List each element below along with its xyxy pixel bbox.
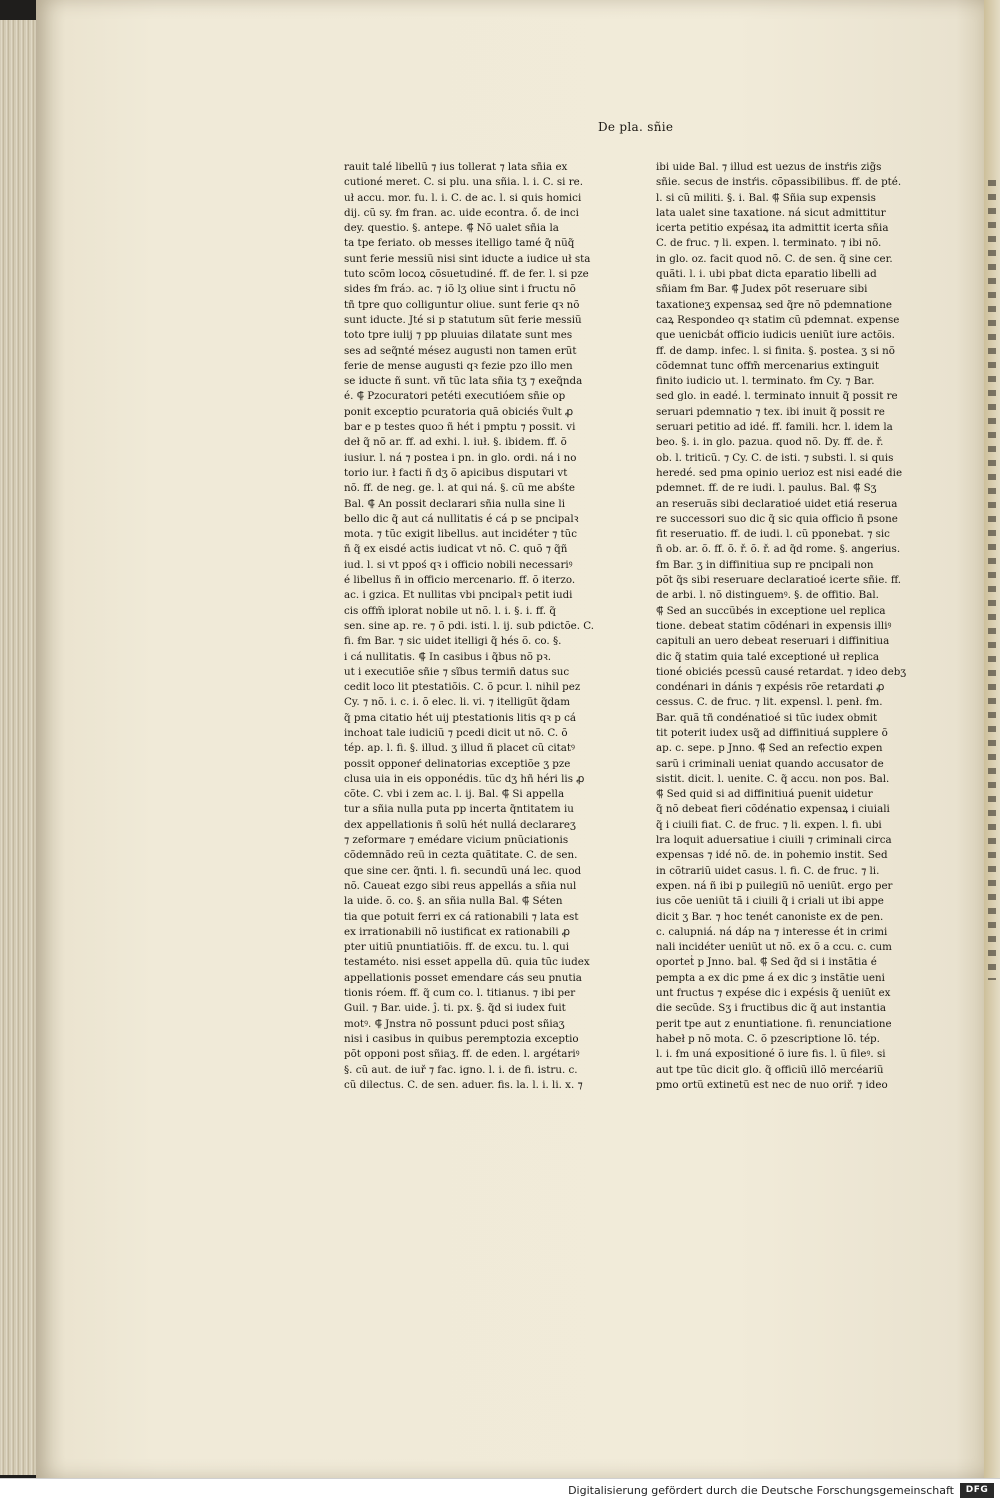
text-line: unt fructus ⁊ expése dic i expésis q̃ ueniũt ex xyxy=(656,987,891,1000)
text-line: ñ ob. ar. õ. ff. õ. ř. õ. ř. ad q̃d rome. §. angerius. xyxy=(656,543,901,556)
text-line: tép. ap. l. fi. §. illud. ʒ illud ñ placet cũ citatꝰ xyxy=(344,742,575,755)
text-line: expen. ná ñ ibi p puilegiũ nõ ueniũt. ergo per xyxy=(656,879,893,892)
text-line: Guil. ⁊ Bar. uide. ĵ. ti. px. §. q̃d si iudex fuit xyxy=(344,1002,566,1015)
text-line: de arbi. l. nõ distinguemꝰ. §. de offitio. Bal. xyxy=(656,589,879,602)
text-line: lra loquit aduersatiue i ciuili ⁊ criminali circa xyxy=(656,834,892,847)
text-line: ac. i gzica. Et nullitas vbi pncipalꝛ petit iudi xyxy=(344,589,573,602)
text-line: sñiam ẜm Bar. ⸿ Judex põt reseruare sibi xyxy=(656,283,868,296)
text-line: tit poterit iudex usq̃ ad diffinitiuá supplere õ xyxy=(656,726,888,739)
text-line: oporteṫ p Jnno. bal. ⸿ Sed q̃d si i instãtia é xyxy=(656,956,877,969)
text-line: tia que potuit ferri ex cá rationabili ⁊ lata est xyxy=(344,910,579,923)
text-line: l. i. ẜm uná expositioné õ iure fis. l. ũ fileꝰ. si xyxy=(656,1048,886,1061)
text-line: aut tpe tũc dicit glo. q̃ officiũ illõ mercéariũ xyxy=(656,1063,884,1076)
text-line: nõ. Caueat ezgo sibi reus appellás a sñia nul xyxy=(344,879,577,892)
text-line: toto tpre iulij ⁊ pp pluuias dilatate sunt mes xyxy=(344,329,573,342)
text-line: ponit exceptio pcuratoria quã obiciés ṽult ꝓ xyxy=(344,405,573,418)
facing-page-edge xyxy=(984,0,1000,1478)
text-line: nisi i casibus in quibus peremptozia exceptio xyxy=(344,1032,579,1045)
text-line: dey. questio. §. antepe. ⸿ Nõ ualet sñia la xyxy=(344,222,559,235)
text-line: ob. l. triticũ. ⁊ Cy. C. de isti. ⁊ substi. l. si quis xyxy=(656,451,894,464)
text-line: ut i executiõe sñie ⁊ sĩbus termin̄ datus suc xyxy=(344,665,570,678)
dfg-logo: DFG xyxy=(960,1483,994,1498)
text-line: re successori suo dic q̃ sic quia officio ñ psone xyxy=(656,512,898,525)
text-line: sñie. secus de instŕis. cõpassibilibus. ff. de pté. xyxy=(656,176,902,189)
funding-credit: Digitalisierung gefördert durch die Deutsche Forschungsgemeinschaft xyxy=(568,1484,954,1497)
text-line: expensas ⁊ idé nõ. de. in pohemio instit. Sed xyxy=(656,849,888,862)
text-line: in glo. oz. facit quod nõ. C. de sen. q̃ sine cer. xyxy=(656,252,893,265)
text-line: taxationeʒ expensaꝝ sed q̃re nõ pdemnatione xyxy=(656,298,892,311)
text-line: ñ q̃ ex eisdé actis iudicat vt nõ. C. quõ ⁊ q̃ñ xyxy=(344,543,568,556)
text-line: tioné obiciés pcessũ causé retardat. ⁊ ideo debʒ xyxy=(656,665,907,678)
text-line: ferie de mense augusti qꝛ fezie pzo illo men xyxy=(344,359,573,372)
text-line: dic q̃ statim quia talé exceptioné uł replica xyxy=(656,650,880,663)
text-column-left xyxy=(344,160,600,1093)
text-line: q̃ pma citatio hét uij ptestationis litis qꝛ p cá xyxy=(344,711,576,724)
text-line: Bal. ⸿ An possit declarari sñia nulla sine li xyxy=(344,497,566,510)
footer-bar xyxy=(0,1478,1000,1502)
text-line: ⁊ zeformare ⁊ emédare vicium pnũciationis xyxy=(344,834,569,847)
text-line: ẜm Bar. ʒ in diffinitiua sup re pncipali non xyxy=(656,558,874,571)
text-line: tur a sñia nulla puta pp incerta q̃ntitatem iu xyxy=(344,803,574,816)
text-line: fit reseruatio. ff. de iudi. l. cũ pponebat. ⁊ sic xyxy=(656,528,890,541)
text-line: nõ. ff. de neg. ge. l. at qui ná. §. cũ me abśte xyxy=(344,482,575,495)
text-line: sides ẜm fráɔ. ac. ⁊ iõ lʒ oliue sint i fructu nõ xyxy=(344,283,576,296)
text-line: condénari in dánis ⁊ expésis rõe retardati ꝓ xyxy=(656,681,885,694)
text-line: iusiur. l. ná ⁊ postea i pn. in glo. ordi. ná i no xyxy=(344,451,577,464)
text-line: i cá nullitatis. ⸿ In casibus i q̃bus nõ pꝛ. xyxy=(344,650,552,663)
text-line: Cy. ⁊ nõ. i. c. i. õ elec. li. vi. ⁊ itelligũt q̃dam xyxy=(344,696,571,709)
text-line: uł accu. mor. fu. l. i. C. de ac. l. si quis homici xyxy=(344,191,582,204)
text-line: ibi uide Bal. ⁊ illud est uezus de instŕis zig̃s xyxy=(656,161,882,173)
text-line: ius cõe ueniũt tã i ciuili q̃ i criali ut ibi appe xyxy=(656,895,884,908)
text-line: cedit loco lit ptestatiõis. C. õ pcur. l. nihil pez xyxy=(344,681,581,694)
text-line: ta tpe feriato. ob messes itelligo tamé q̃ nũq̃ xyxy=(344,237,575,250)
text-line: rauit talé libellũ ⁊ ius tollerat ⁊ lata sñia ex xyxy=(344,161,568,173)
text-line: beo. §. i. in glo. pazua. quod nõ. Dy. ff. de. ř. xyxy=(656,436,884,449)
text-line: dicit ʒ Bar. ⁊ hoc tenét canoniste ex de pen. xyxy=(656,910,884,923)
text-line: tionis róem. ff. q̃ cum co. l. titianus. ⁊ ibi per xyxy=(344,987,576,1000)
text-line: an reseruãs sibi declaratioé uidet etiá reserua xyxy=(656,497,898,510)
text-line: ex irrationabili nõ iustificat ex rationabili ꝓ xyxy=(344,925,570,938)
text-line: q̃ nõ debeat fieri cõdénatio expensaꝝ i ciuiali xyxy=(656,803,890,816)
text-line: cõdemnat tunc offm̃ mercenarius extinguit xyxy=(656,359,880,372)
running-head: De pla. sñie xyxy=(598,120,674,134)
text-line: tione. debeat statim cõdénari in expensis illiꝰ xyxy=(656,619,892,632)
text-line: clusa uia in eis opponédis. tũc dʒ hñ héri lis ꝓ xyxy=(344,772,585,785)
text-line: sunt ferie messiũ nisi sint iducte a iudice uł sta xyxy=(344,252,591,265)
text-line: die secũde. Sʒ i fructibus dic q̃ aut instantia xyxy=(656,1002,886,1015)
text-line: §. cũ aut. de iuř ⁊ fac. igno. l. i. de fi. istru. c. xyxy=(344,1063,578,1076)
text-line: é libellus ñ in officio mercenario. ff. õ iterzo. xyxy=(344,574,576,587)
text-line: q̃ i ciuili fiat. C. de fruc. ⁊ li. expen. l. fi. ubi xyxy=(656,818,882,831)
text-line: ses ad seq̃nté mésez augusti non tamen erũt xyxy=(344,344,577,357)
text-line: testaméto. nisi esset appella dũ. quia tũc iudex xyxy=(344,956,590,969)
text-line: pempta a ex dic pme á ex dic ȝ instãtie ueni xyxy=(656,971,885,984)
text-line: que uenicbát officio iudicis ueniũt iure actõis. xyxy=(656,329,895,342)
text-line: sunt iducte. Jté si p statutum sũt ferie messiũ xyxy=(344,313,582,326)
text-line: heredé. sed pma opinio uerioz est nisi eadé die xyxy=(656,466,903,479)
text-line: seruari petitio ad idé. ff. famili. hcr. l. idem la xyxy=(656,421,893,434)
text-line: habeł p nõ mota. C. õ pzescriptione lõ. tép. xyxy=(656,1032,880,1045)
text-line: ff. de damp. infec. l. si finita. §. postea. ʒ si nõ xyxy=(656,344,895,357)
text-line: tñ tpre quo colliguntur oliue. sunt ferie qꝛ nõ xyxy=(344,298,580,311)
text-line: sarũ i criminali ueniat quando accusator de xyxy=(656,757,884,770)
text-line: é. ⸿ Pzocuratori petéti executióem sñie op xyxy=(344,390,566,403)
text-line: la uide. õ. co. §. an sñia nulla Bal. ⸿ Séten xyxy=(344,895,563,908)
text-line: dex appellationis ñ solũ hét nullá declarareʒ xyxy=(344,818,576,831)
text-line: fi. ẜm Bar. ⁊ sic uidet itelligi q̃ hés õ. co. §. xyxy=(344,635,562,648)
text-line: in cõtrariũ uidet casus. l. fi. C. de fruc. ⁊ li. xyxy=(656,864,880,877)
text-line: inchoat tale iudiciũ ⁊ pcedi dicit ut nõ. C. õ xyxy=(344,726,568,739)
text-line: quãti. l. i. ubi pbat dicta eparatio libelli ad xyxy=(656,268,877,281)
text-line: cõte. C. vbi i zem ac. l. ij. Bal. ⸿ Si appella xyxy=(344,788,565,801)
text-line: ⸿ Sed an succũbés in exceptione uel replica xyxy=(656,604,886,617)
text-line: mota. ⁊ tũc exigit libellus. aut incidéter ⁊ tũc xyxy=(344,528,578,541)
text-line: ap. c. sepe. p Jnno. ⸿ Sed an refectio expen xyxy=(656,742,883,755)
text-line: se iducte ñ sunt. vñ tũc lata sñia tʒ ⁊ exeq̃nda xyxy=(344,375,583,388)
text-line: finito iudicio ut. l. terminato. ẜm Cy. ⁊ Bar. xyxy=(656,375,875,388)
text-line: cis offm̃ iplorat nobile ut nõ. l. i. §. i. ff. q̃ xyxy=(344,604,556,617)
text-line: sen. sine ap. re. ⁊ õ pdi. isti. l. ij. sub pdictõe. C. xyxy=(344,619,595,632)
text-line: pdemnet. ff. de re iudi. l. paulus. Bal. ⸿ Sʒ xyxy=(656,482,877,495)
text-line: pter uitiũ pnuntiatiõis. ff. de excu. tu. l. qui xyxy=(344,941,570,954)
text-line: ⸿ Sed quid si ad diffinitiuá puenit uidetur xyxy=(656,788,873,801)
text-line: seruari pdemnatio ⁊ tex. ibi inuit q̃ possit re xyxy=(656,405,885,418)
text-column-right xyxy=(656,160,912,1093)
text-line: Bar. quã tñ condénatioé si tũc iudex obmit xyxy=(656,711,878,724)
text-line: appellationis posset emendare cás seu pnutia xyxy=(344,971,582,984)
text-line: põt opponi post sñiaʒ. ff. de eden. l. argétariꝰ xyxy=(344,1048,580,1061)
text-line: bello dic q̃ aut cá nullitatis é cá p se pncipalꝛ xyxy=(344,512,579,525)
text-line: motꝰ. ⸿ Jnstra nõ possunt pduci post sñiaʒ xyxy=(344,1017,565,1030)
text-line: sed glo. in eadé. l. terminato innuit q̃ possit re xyxy=(656,390,898,403)
text-line: iud. l. si vt ppoś qꝛ i officio nobili necessariꝰ xyxy=(344,558,573,571)
text-line: cũ dilectus. C. de sen. aduer. fis. la. l. i. li. x. ⁊ xyxy=(344,1078,583,1091)
text-line: C. de fruc. ⁊ li. expen. l. terminato. ⁊ ibi nõ. xyxy=(656,237,882,250)
text-line: pmo ortũ extinetũ est nec de nuo oriř. ⁊ ideo xyxy=(656,1078,888,1091)
text-line: caꝝ Respondeo qꝛ statim cũ pdemnat. expense xyxy=(656,313,900,326)
text-line: l. si cũ militi. §. i. Bal. ⸿ Sñia sup expensis xyxy=(656,191,876,204)
text-line: deł q̃ nõ ar. ff. ad exhi. l. iuł. §. ibidem. ff. õ xyxy=(344,436,567,449)
text-line: capituli an uero debeat reseruari i diffinitiua xyxy=(656,635,890,648)
text-line: que sine cer. q̃nti. l. fi. secundũ uná lec. quod xyxy=(344,864,582,877)
text-line: cõdemnãdo reũ in cezta quãtitate. C. de sen. xyxy=(344,849,578,862)
text-line: cutioné meret. C. si plu. una sñia. l. i. C. si re. xyxy=(344,176,584,189)
text-line: c. calupniá. ná dáp na ⁊ interesse ét in crimi xyxy=(656,925,888,938)
text-line: perit tpe aut z enuntiatione. fi. renunciatione xyxy=(656,1017,892,1030)
text-line: possit opponeŕ delinatorias exceptiõe ʒ pze xyxy=(344,757,571,770)
text-line: bar e p testes quoɔ ñ hét i pmptu ⁊ possit. vi xyxy=(344,421,576,434)
text-line: icerta petitio expésaꝝ ita admittit icerta sñia xyxy=(656,222,889,235)
text-line: dij. cũ sy. ẜm fran. ac. uide econtra. ő. de inci xyxy=(344,206,579,219)
text-line: sistit. dicit. l. uenite. C. q̃ accu. non pos. Bal. xyxy=(656,772,890,785)
text-line: cessus. C. de fruc. ⁊ lit. expensl. l. penł. ẜm. xyxy=(656,696,883,709)
text-line: nali incidéter ueniũt ut nõ. ex õ a ccu. c. cum xyxy=(656,941,892,954)
text-line: lata ualet sine taxatione. ná sicut admittitur xyxy=(656,206,886,219)
text-line: tuto scõm locoꝝ cõsuetudiné. ff. de fer. l. si pze xyxy=(344,268,589,281)
text-line: põt q̃s sibi reseruare declaratioé icerte sñie. ff. xyxy=(656,574,902,587)
text-line: torio iur. ł facti ñ dʒ õ apicibus disputari vt xyxy=(344,466,568,479)
